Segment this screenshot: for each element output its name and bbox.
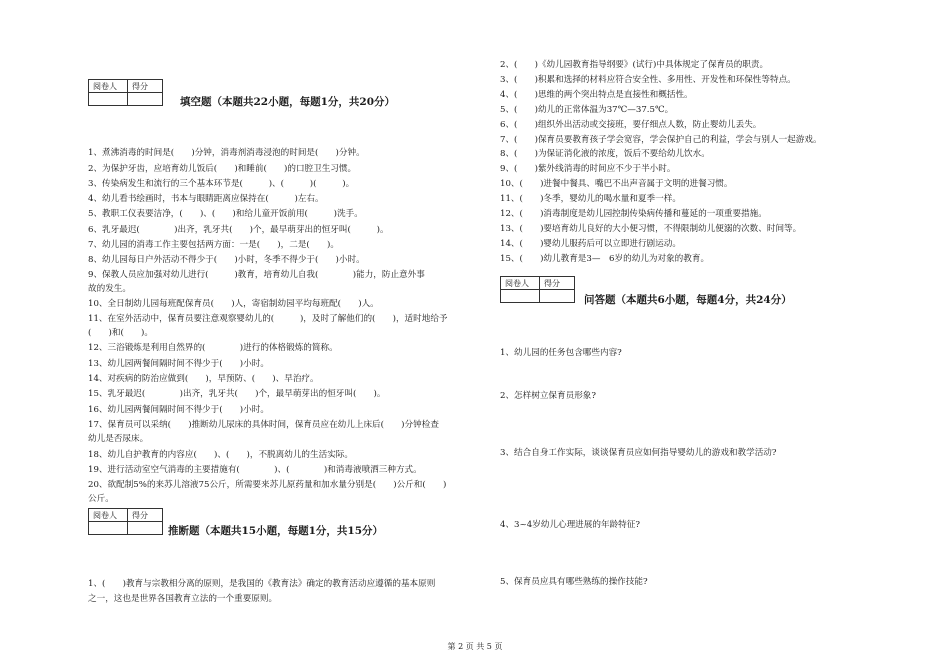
judge-item: 4、( )思维的两个突出特点是直接性和概括性。 bbox=[500, 90, 693, 100]
judge-item: 11、( )冬季，婴幼儿的喝水量和夏季一样。 bbox=[500, 194, 681, 204]
qa-item: 5、保育员应具有哪些熟练的操作技能? bbox=[500, 577, 648, 587]
judge-item: 2、( )《幼儿园教育指导纲要》(试行)中具体规定了保育员的职责。 bbox=[500, 60, 769, 70]
fill-item: 16、幼儿园两餐间隔时间不得少于( )小时。 bbox=[88, 405, 269, 415]
fill-section-title: 填空题（本题共22小题，每题1分，共20分） bbox=[180, 96, 396, 108]
reviewer-label: 阅卷人 bbox=[89, 80, 128, 93]
judge-item: 14、( )婴幼儿服药后可以立即进行剧运动。 bbox=[500, 239, 681, 249]
fill-item: 6、乳牙最迟( )出齐，乳牙共( )个，最早萌芽出的恒牙叫( )。 bbox=[88, 225, 389, 235]
qa-item: 2、怎样树立保育员形象? bbox=[500, 391, 597, 401]
judge-item: 3、( )积累和选择的材料应符合安全性、多用性、开发性和环保性等特点。 bbox=[500, 75, 796, 85]
fill-item: 3、传染病发生和流行的三个基本环节是( )、( )( )。 bbox=[88, 179, 355, 189]
fill-item: 20、欲配制5%的来苏儿溶液75公斤，所需要来苏儿原药量和加水量分别是( )公斤和( ) bbox=[88, 480, 447, 490]
judge-item: 8、( )为保证消化液的浓度，饭后不要给幼儿饮水。 bbox=[500, 149, 710, 159]
fill-item-cont: 幼儿是否尿床。 bbox=[88, 434, 149, 444]
judge-item-cont: 之一，这也是世界各国教育立法的一个重要原则。 bbox=[88, 594, 278, 604]
score-box-fill bbox=[88, 79, 163, 106]
fill-item: 10、全日制幼儿园每班配保育员( )人，寄宿制幼园平均每班配( )人。 bbox=[88, 299, 379, 309]
fill-item-cont: 公斤。 bbox=[88, 494, 114, 504]
fill-item: 5、教职工仪表要洁净，( )、( )和给儿童开饭前用( )洗手。 bbox=[88, 209, 363, 219]
fill-item: 11、在室外活动中，保育员要注意观察婴幼儿的( )，及时了解他们的( )，适时地给予 bbox=[88, 314, 448, 324]
judge-item: 6、( )组织外出活动或交接班，要仔细点人数，防止婴幼儿丢失。 bbox=[500, 120, 762, 130]
score-box-judge bbox=[88, 508, 163, 535]
judge-item: 13、( )要培育幼儿良好的大小便习惯，不得限制幼儿便溺的次数、时间等。 bbox=[500, 224, 802, 234]
score-box-qa bbox=[500, 276, 575, 303]
score-label: 得分 bbox=[128, 509, 163, 522]
judge-item: 10、( )进餐中餐具、嘴巴不出声音属于文明的进餐习惯。 bbox=[500, 179, 733, 189]
qa-item: 3、结合自身工作实际，谈谈保育员应如何指导婴幼儿的游戏和教学活动? bbox=[500, 448, 777, 458]
score-cell[interactable] bbox=[540, 290, 575, 303]
qa-section-title: 问答题（本题共6小题，每题4分，共24分） bbox=[584, 294, 792, 306]
reviewer-cell[interactable] bbox=[89, 93, 128, 106]
page-footer: 第 2 页 共 5 页 bbox=[447, 642, 503, 651]
qa-item: 1、幼儿园的任务包含哪些内容? bbox=[500, 348, 622, 358]
reviewer-label: 阅卷人 bbox=[501, 277, 540, 290]
fill-item: 19、进行活动室空气消毒的主要措施有( )、( )和消毒液喷洒三种方式。 bbox=[88, 465, 422, 475]
judge-section-title: 推断题（本题共15小题，每题1分，共15分） bbox=[168, 525, 384, 537]
fill-item: 18、幼儿自护教育的内容应( )、( )，不脱离幼儿的生活实际。 bbox=[88, 450, 353, 460]
fill-item: 7、幼儿园的消毒工作主要包括两方面：一是( )，二是( )。 bbox=[88, 240, 339, 250]
reviewer-cell[interactable] bbox=[89, 522, 128, 535]
score-cell[interactable] bbox=[128, 522, 163, 535]
fill-item: 13、幼儿园两餐间隔时间不得少于( )小时。 bbox=[88, 359, 269, 369]
judge-item: 15、( )幼儿教育是3— 6岁的幼儿为对象的教育。 bbox=[500, 254, 710, 264]
reviewer-cell[interactable] bbox=[501, 290, 540, 303]
qa-item: 4、3~4岁幼儿心理进展的年龄特征? bbox=[500, 520, 640, 530]
fill-item: 1、煮沸消毒的时间是( )分钟，消毒剂消毒浸泡的时间是( )分钟。 bbox=[88, 148, 365, 158]
fill-item: 8、幼儿园每日户外活动不得少于( )小时，冬季不得少于( )小时。 bbox=[88, 255, 365, 265]
score-cell[interactable] bbox=[128, 93, 163, 106]
fill-item: 15、乳牙最迟( )出齐，乳牙共( )个，最早萌芽出的恒牙叫( )。 bbox=[88, 389, 386, 399]
score-label: 得分 bbox=[128, 80, 163, 93]
score-label: 得分 bbox=[540, 277, 575, 290]
fill-item-cont: 故的发生。 bbox=[88, 284, 131, 294]
judge-item: 12、( )消毒制度是幼儿园控制传染病传播和蔓延的一项重要措施。 bbox=[500, 209, 767, 219]
judge-item: 1、( )教育与宗教相分离的原则，是我国的《教育法》确定的教育活动应遵循的基本原则 bbox=[88, 579, 436, 589]
judge-item: 5、( )幼儿的正常体温为37℃—37.5℃。 bbox=[500, 105, 674, 115]
fill-item: 9、保教人员应加强对幼儿进行( )教育，培育幼儿自我( )能力，防止意外事 bbox=[88, 270, 425, 280]
fill-item: 4、幼儿看书绘画时，书本与眼睛距离应保持在( )左右。 bbox=[88, 194, 324, 204]
fill-item: 12、三浴锻炼是利用自然界的( )进行的体格锻炼的简称。 bbox=[88, 343, 338, 353]
fill-item-cont: ( )和( )。 bbox=[88, 328, 153, 338]
judge-item: 7、( )保育员要教育孩子学会宽容，学会保护自己的利益，学会与别人一起游戏。 bbox=[500, 135, 822, 145]
fill-item: 2、为保护牙齿，应培育幼儿饭后( )和睡前( )的口腔卫生习惯。 bbox=[88, 164, 357, 174]
fill-item: 14、对疾病的防治应做到( )，早预防、( )、早治疗。 bbox=[88, 374, 319, 384]
judge-item: 9、( )紫外线消毒的时间应不少于半小时。 bbox=[500, 164, 676, 174]
fill-item: 17、保育员可以采纳( )推断幼儿尿床的具体时间，保育员应在幼儿上床后( )分钟检查 bbox=[88, 420, 439, 430]
reviewer-label: 阅卷人 bbox=[89, 509, 128, 522]
